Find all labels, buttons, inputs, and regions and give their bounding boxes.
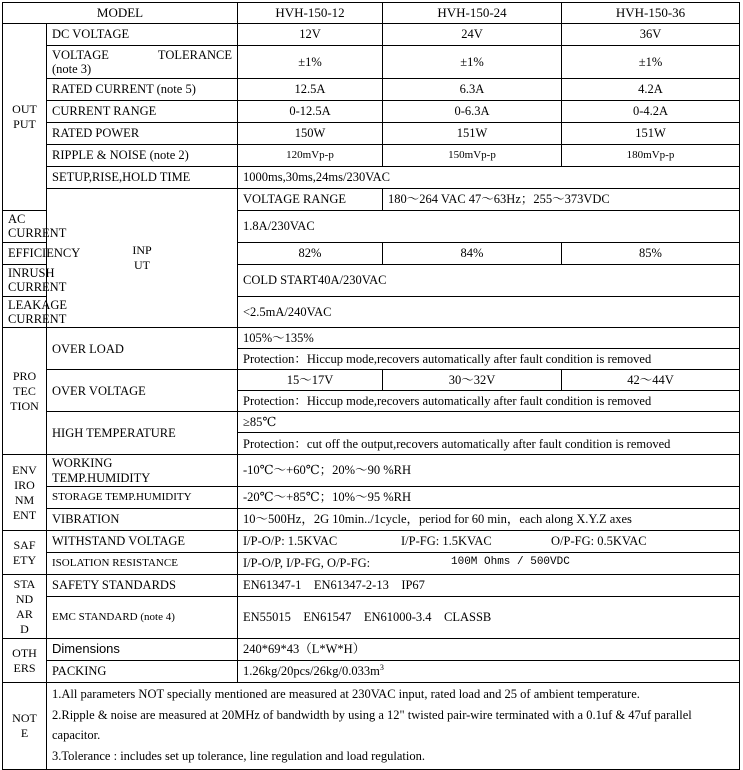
rated-current-row xyxy=(3,79,740,101)
inrush-current-label: INRUSH CURRENT xyxy=(3,264,47,296)
setup-time-row xyxy=(3,167,740,189)
ripple-noise-1: 120mVp-p xyxy=(238,145,383,167)
voltage-tolerance-3: ±1% xyxy=(562,46,740,79)
leakage-current-value: <2.5mA/240VAC xyxy=(238,296,740,328)
over-voltage-row xyxy=(3,370,740,391)
packing-unit-sup: 3 xyxy=(379,663,384,673)
rated-current-1: 12.5A xyxy=(238,79,383,101)
efficiency-2: 84% xyxy=(383,242,562,264)
packing-row xyxy=(3,661,740,683)
section-input-line2: UT xyxy=(134,258,150,273)
section-safety-line2: ETY xyxy=(12,552,37,567)
packing-value xyxy=(238,661,740,683)
high-temp-desc: Protection：cut off the output,recovers automatically after fault condition is removed xyxy=(238,433,740,455)
vibration-row xyxy=(3,509,740,531)
isolation-value: 100M Ohms / 500VDC xyxy=(451,556,570,569)
section-env-line4: ENT xyxy=(12,507,37,522)
inrush-current-value: COLD START40A/230VAC xyxy=(238,264,740,296)
section-standard xyxy=(3,575,47,639)
efficiency-1: 82% xyxy=(238,242,383,264)
withstand-values xyxy=(238,531,740,553)
voltage-tolerance-row xyxy=(3,46,740,79)
ac-current-label: AC CURRENT xyxy=(3,211,47,243)
safety-standards-value: EN61347-1 EN61347-2-13 IP67 xyxy=(238,575,740,597)
section-protection-line3: TION xyxy=(10,398,39,413)
section-safety xyxy=(3,531,47,575)
section-standard-line3: AR xyxy=(16,606,33,621)
voltage-tolerance-label xyxy=(47,46,238,79)
spec-table xyxy=(2,2,740,770)
over-voltage-label: OVER VOLTAGE xyxy=(47,370,238,412)
voltage-range-row xyxy=(3,189,740,211)
section-others-line1: OTH xyxy=(12,645,37,660)
emc-standard-label: EMC STANDARD (note 4) xyxy=(47,597,238,639)
dimensions-label: Dimensions xyxy=(47,639,238,661)
note-item: 2.Ripple & noise are measured at 20MHz of bandwidth by using a 12" twisted pair-wire terminated with a 0.1uf & 47uf parallel capacitor. xyxy=(52,708,692,742)
current-range-1: 0-12.5A xyxy=(238,101,383,123)
safety-standards-row xyxy=(3,575,740,597)
storage-temp-label: STORAGE TEMP.HUMIDITY xyxy=(47,487,238,509)
section-others xyxy=(3,639,47,683)
withstand-ip-op: I/P-O/P: 1.5KVAC xyxy=(243,534,338,549)
dc-voltage-label: DC VOLTAGE xyxy=(47,24,238,46)
isolation-prefix: I/P-O/P, I/P-FG, O/P-FG: xyxy=(243,556,371,571)
voltage-tolerance-label-a: VOLTAGE xyxy=(52,47,109,62)
dc-voltage-2: 24V xyxy=(383,24,562,46)
isolation-label: ISOLATION RESISTANCE xyxy=(47,553,238,575)
current-range-2: 0-6.3A xyxy=(383,101,562,123)
efficiency-label: EFFICIENCY xyxy=(3,242,47,264)
section-others-line2: ERS xyxy=(13,660,36,675)
over-load-desc: Protection：Hiccup mode,recovers automatically after fault condition is removed xyxy=(238,349,740,370)
over-voltage-3: 42～44V xyxy=(562,370,740,391)
voltage-tolerance-2: ±1% xyxy=(383,46,562,79)
withstand-op-fg: O/P-FG: 0.5KVAC xyxy=(551,534,647,549)
ripple-noise-label: RIPPLE & NOISE (note 2) xyxy=(47,145,238,167)
over-voltage-2: 30～32V xyxy=(383,370,562,391)
working-temp-label xyxy=(47,455,238,487)
rated-power-2: 151W xyxy=(383,123,562,145)
isolation-values xyxy=(238,553,740,575)
over-load-row xyxy=(3,328,740,349)
section-note xyxy=(3,683,47,770)
emc-standard-value: EN55015 EN61547 EN61000-3.4 CLASSB xyxy=(238,597,740,639)
current-range-3: 0-4.2A xyxy=(562,101,740,123)
section-protection-line1: PRO xyxy=(12,368,37,383)
high-temp-row xyxy=(3,412,740,433)
high-temp-value: ≥85℃ xyxy=(238,412,740,433)
packing-label: PACKING xyxy=(47,661,238,683)
voltage-tolerance-note: (note 3) xyxy=(52,62,92,76)
withstand-ip-fg: I/P-FG: 1.5KVAC xyxy=(401,534,492,549)
over-voltage-1: 15～17V xyxy=(238,370,383,391)
section-note-line2: E xyxy=(20,725,29,740)
section-protection xyxy=(3,328,47,455)
notes-cell xyxy=(47,683,740,770)
working-temp-label-a: WORKING xyxy=(52,456,113,471)
rated-current-label: RATED CURRENT (note 5) xyxy=(47,79,238,101)
vibration-label: VIBRATION xyxy=(47,509,238,531)
section-output-line1: OUT xyxy=(12,102,37,116)
note-row xyxy=(3,683,740,770)
section-environment xyxy=(3,455,47,531)
rated-power-1: 150W xyxy=(238,123,383,145)
model-3: HVH-150-36 xyxy=(562,3,740,24)
note-item: 1.All parameters NOT specially mentioned are measured at 230VAC input, rated load and 25 of ambient temperature. xyxy=(52,687,640,701)
dimensions-row xyxy=(3,639,740,661)
emc-standard-row xyxy=(3,597,740,639)
section-protection-line2: TEC xyxy=(13,383,36,398)
model-label: MODEL xyxy=(3,3,238,24)
working-temp-value: -10℃～+60℃；20%～90 %RH xyxy=(238,455,740,487)
dc-voltage-3: 36V xyxy=(562,24,740,46)
section-env-line2: IRO xyxy=(14,477,35,492)
leakage-current-label: LEAKAGE CURRENT xyxy=(3,296,47,328)
high-temp-label: HIGH TEMPERATURE xyxy=(47,412,238,455)
ripple-noise-3: 180mVp-p xyxy=(562,145,740,167)
section-output-line2: PUT xyxy=(13,117,36,131)
rated-current-3: 4.2A xyxy=(562,79,740,101)
section-standard-line1: STA xyxy=(13,576,36,591)
storage-temp-row xyxy=(3,487,740,509)
voltage-tolerance-label-b: TOLERANCE xyxy=(157,47,232,62)
dc-voltage-1: 12V xyxy=(238,24,383,46)
working-temp-label-b: TEMP.HUMIDITY xyxy=(52,470,151,485)
section-env-line1: ENV xyxy=(12,462,37,477)
section-standard-line4: D xyxy=(20,621,29,636)
voltage-range-label: VOLTAGE RANGE xyxy=(238,189,383,211)
model-2: HVH-150-24 xyxy=(383,3,562,24)
section-env-line3: NM xyxy=(14,492,35,507)
section-standard-line2: ND xyxy=(15,591,34,606)
setup-time-label: SETUP,RISE,HOLD TIME xyxy=(47,167,238,189)
dc-voltage-row xyxy=(3,24,740,46)
storage-temp-value: -20℃～+85℃；10%～95 %RH xyxy=(238,487,740,509)
ac-current-value: 1.8A/230VAC xyxy=(238,211,740,243)
over-voltage-desc: Protection：Hiccup mode,recovers automatically after fault condition is removed xyxy=(238,391,740,412)
withstand-label: WITHSTAND VOLTAGE xyxy=(47,531,238,553)
voltage-range-value: 180～264 VAC 47～63Hz；255～373VDC xyxy=(383,189,740,211)
section-safety-line1: SAF xyxy=(13,537,36,552)
current-range-label: CURRENT RANGE xyxy=(47,101,238,123)
packing-value-text: 1.26kg/20pcs/26kg/0.033m xyxy=(243,664,380,679)
safety-standards-label: SAFETY STANDARDS xyxy=(47,575,238,597)
rated-power-3: 151W xyxy=(562,123,740,145)
section-note-line1: NOT xyxy=(12,710,37,725)
ripple-noise-2: 150mVp-p xyxy=(383,145,562,167)
ripple-noise-row xyxy=(3,145,740,167)
rated-power-row xyxy=(3,123,740,145)
over-load-label: OVER LOAD xyxy=(47,328,238,370)
dimensions-value: 240*69*43（L*W*H） xyxy=(238,639,740,661)
section-input-line1: INP xyxy=(132,243,152,258)
setup-time-value: 1000ms,30ms,24ms/230VAC xyxy=(238,167,740,189)
rated-current-2: 6.3A xyxy=(383,79,562,101)
rated-power-label: RATED POWER xyxy=(47,123,238,145)
current-range-row xyxy=(3,101,740,123)
note-item: 3.Tolerance : includes set up tolerance, line regulation and load regulation. xyxy=(52,749,425,764)
voltage-tolerance-1: ±1% xyxy=(238,46,383,79)
header-row xyxy=(3,3,740,24)
vibration-value: 10～500Hz，2G 10min../1cycle，period for 60 min，each along X.Y.Z axes xyxy=(238,509,740,531)
withstand-row xyxy=(3,531,740,553)
working-temp-row xyxy=(3,455,740,487)
over-load-range: 105%～135% xyxy=(238,328,740,349)
efficiency-3: 85% xyxy=(562,242,740,264)
isolation-row xyxy=(3,553,740,575)
model-1: HVH-150-12 xyxy=(238,3,383,24)
section-output xyxy=(3,24,47,211)
